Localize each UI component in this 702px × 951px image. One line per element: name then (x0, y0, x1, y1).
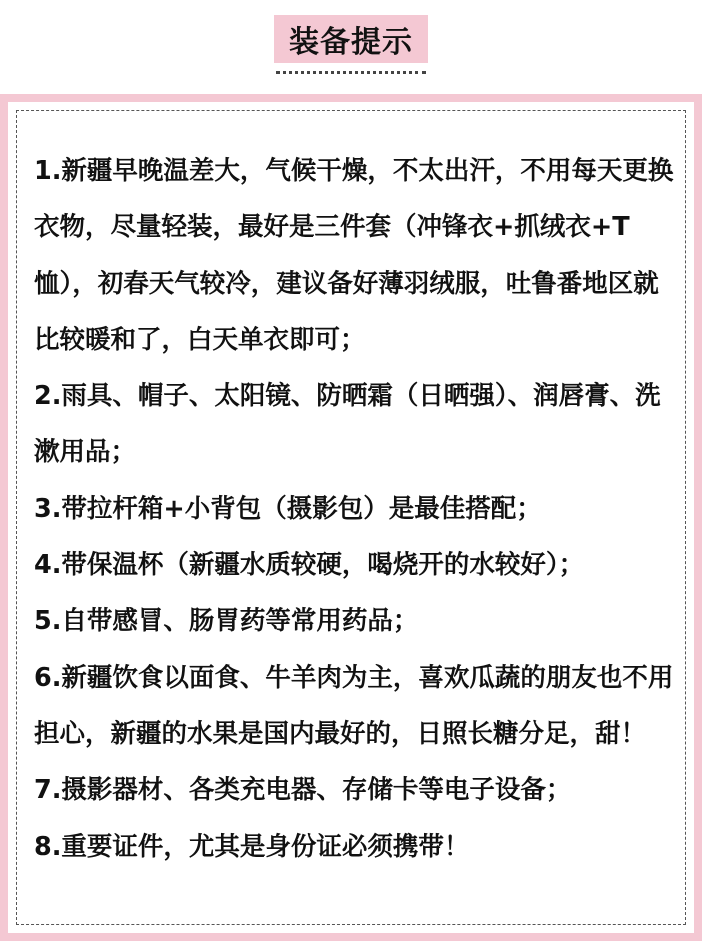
tip-item-3: 3.带拉杆箱+小背包（摄影包）是最佳搭配； (34, 493, 542, 524)
title-dotted-underline (276, 71, 426, 74)
tip-item-2: 2.雨具、帽子、太阳镜、防晒霜（日晒强）、润唇膏、洗漱用品； (34, 381, 661, 468)
tip-item-6: 6.新疆饮食以面食、牛羊肉为主，喜欢瓜蔬的朋友也不用担心，新疆的水果是国内最好的，日照长糖分足，甜！ (34, 662, 674, 749)
page-title: 装备提示 (274, 15, 428, 63)
tip-item-4: 4.带保温杯（新疆水质较硬，喝烧开的水较好）； (34, 550, 585, 581)
dashed-inner-border (16, 110, 686, 925)
tip-item-7: 7.摄影器材、各类充电器、存储卡等电子设备； (34, 775, 572, 806)
title-section (0, 0, 702, 90)
tips-frame (0, 94, 702, 941)
tip-item-1: 1.新疆早晚温差大，气候干燥，不太出汗，不用每天更换衣物，尽量轻装，最好是三件套（冲锋衣+抓绒衣+T恤），初春天气较冷，建议备好薄羽绒服，吐鲁番地区就比较暖和了，白天单衣即可； (34, 156, 674, 355)
tips-list (34, 143, 674, 875)
tip-item-8: 8.重要证件，尤其是身份证必须携带！ (34, 831, 470, 862)
tip-item-5: 5.自带感冒、肠胃药等常用药品； (34, 606, 419, 637)
